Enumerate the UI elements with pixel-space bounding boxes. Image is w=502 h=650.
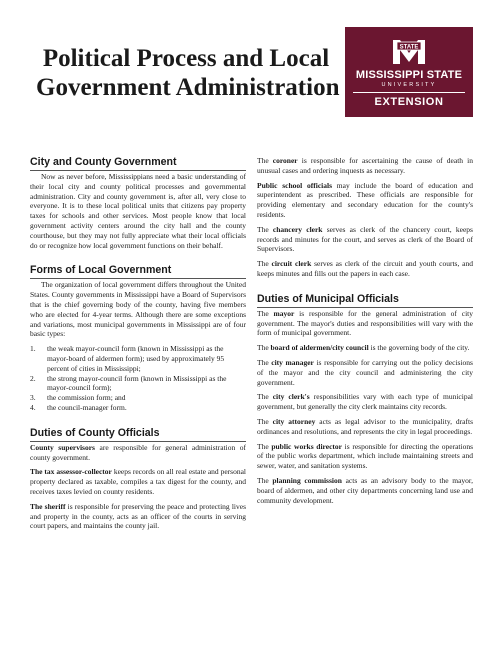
heading-city-county: City and County Government [30,156,246,171]
paragraph-forms: The organization of local government differs throughout the United States. County governments in Mississippi have a Board of Supervisors that is the chief governing body of the county, having five members who are elected for 4-year terms. Although there are some exceptions and variations, most municipal governments in Mississippi are of four basic types: [30,280,246,339]
paragraph-city-attorney: The city attorney acts as legal advisor to the municipality, drafts ordinances and resolutions, and represents the city in legal proceedings. [257,416,474,436]
heading-municipal-officials: Duties of Municipal Officials [257,293,473,308]
title-line-1: Political Process and Local [42,45,330,72]
list-item: 1. the weak mayor-council form (known in Mississippi as the mayor-board of aldermen form); used by approximately 95 percent of cities in Mississippi; [30,344,225,373]
heading-forms: Forms of Local Government [30,264,246,279]
logo-line-2: UNIVERSITY [381,82,437,88]
paragraph-chancery-clerk: The chancery clerk serves as clerk of the chancery court, keeps records and minutes for the court, and serves as clerk of the Board of Supervisors. [257,224,473,254]
paragraph-city-manager: The city manager is responsible for carrying out the policy decisions of the mayor and the city council and administering the city government. [257,357,473,387]
title-line-2: Government Administration [36,74,340,101]
paragraph-sheriff: The sheriff is responsible for preserving the peace and protecting lives and property in the county, acts as an officer of the courts in serving court papers, and maintains the county jail. [30,501,246,531]
heading-county-officials: Duties of County Officials [30,427,246,442]
msu-extension-logo [345,27,473,117]
paragraph-board-aldermen: The board of aldermen/city council is the governing body of the city. [257,343,470,353]
list-item: 2. the strong mayor-council form (known in Mississippi as the mayor-council form); [30,373,227,393]
page-title [36,44,340,102]
list-item: 3. the commission form; and [30,393,126,403]
paragraph-city-county: Now as never before, Mississippians need a basic understanding of their local city and county political processes and governmental administration. City and county government is, after all, very close to everyone. It is to these local political units that citizens pay property taxes for schools and other services. Most people know that local government activity centers around the city hall and the county courthouse, but they may not fully appreciate what their local officials do or recognize how local government functions on their behalf. [30,172,246,250]
list-item: 4. the council-manager form. [30,402,127,412]
logo-line-3: EXTENSION [374,96,444,108]
paragraph-public-works: The public works director is responsible for directing the operations of the public works department, which include maintaining streets and sewer, water, and sanitation systems. [257,441,474,471]
logo-line-1: MISSISSIPPI STATE [355,69,463,81]
right-column [257,156,473,510]
forms-list [30,344,246,413]
logo-divider [353,92,465,93]
paragraph-county-supervisors: County supervisors are responsible for general administration of county government. [30,442,246,462]
paragraph-tax-assessor: The tax assessor-collector keeps records on all real estate and personal property declared as taxable, compiles a tax digest for the county, and receives taxes levied on county residents. [30,467,246,496]
seal-text: STATE [399,44,419,51]
paragraph-mayor: The mayor is responsible for the general administration of city government. The mayor's duties and responsibilities will vary with the form of municipal government. [257,308,473,338]
paragraph-city-clerk: The city clerk's responsibilities vary with each type of municipal government, but generally the city clerk maintains city records. [257,392,474,412]
paragraph-planning-commission: The planning commission acts as an advisory body to the mayor, board of aldermen, and other city departments concerning land use and community development. [257,475,473,505]
left-column [30,156,246,536]
paragraph-school-officials: Public school officials may include the board of education and superintendent as prescribed. These officials are responsible for providing elementary and secondary education for the county's residents. [257,180,473,219]
paragraph-circuit-clerk: The circuit clerk serves as clerk of the circuit and youth courts, and keeps minutes and fills out the papers in each case. [257,259,473,278]
paragraph-coroner: The coroner is responsible for ascertaining the cause of death in unusual cases and ordering inquests as necessary. [257,156,473,175]
msu-seal-icon [390,34,428,66]
